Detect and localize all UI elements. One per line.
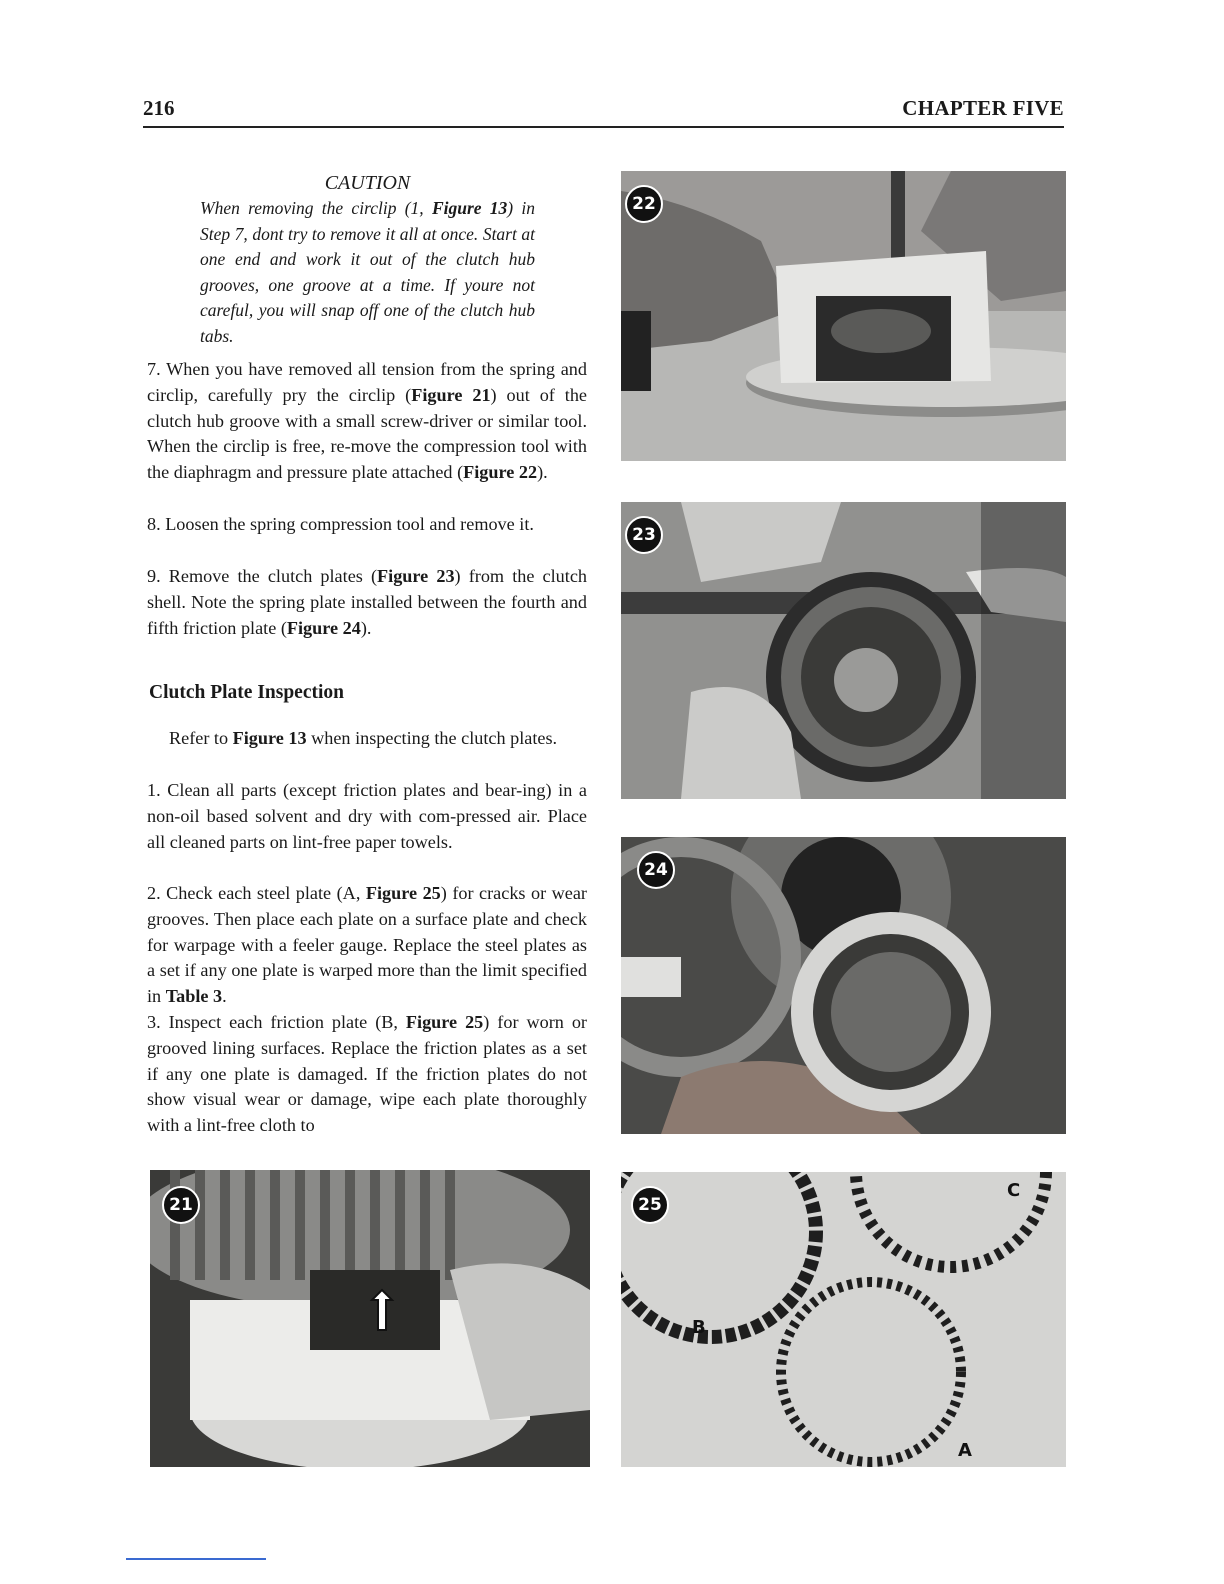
figure-22-photo [621, 171, 1066, 461]
inspection-step-2: 2. Check each steel plate (A, Figure 25) for cracks or wear grooves. Then place each plate on a surface plate and check for warpage with a feeler gauge. Replace the steel plates as a set if any one plate is warped more than the limit specified in Table 3. [147, 883, 587, 1007]
step-9: 9. Remove the clutch plates (Figure 23) from the clutch shell. Note the spring plate installed between the fourth and fifth friction plate (Figure 24). [147, 566, 587, 638]
section-intro: Refer to Figure 13 when inspecting the clutch plates. [169, 728, 558, 748]
step-7: 7. When you have removed all tension from the spring and circlip, carefully pry the circlip (Figure 21) out of the clutch hub groove with a small screw-driver or similar tool. When the circlip is free, re-move the compression tool with the diaphragm and pressure plate attached (Figure 22). [147, 359, 587, 483]
footer-line [126, 1558, 266, 1560]
figure-25-number: 25 [631, 1186, 669, 1224]
figure-ref: Figure 13 [232, 728, 307, 748]
figure-ref: Figure 25 [405, 1012, 484, 1032]
figure-25-photo [621, 1172, 1066, 1467]
table-ref: Table 3 [165, 986, 223, 1007]
figure-ref: Figure 23 [377, 566, 455, 586]
section-heading: Clutch Plate Inspection [149, 682, 344, 703]
figure-25-label-b: B [692, 1317, 706, 1338]
figure-21-number: 21 [162, 1186, 200, 1224]
figure-25-label-c: C [1007, 1180, 1021, 1201]
chapter-title: CHAPTER FIVE [902, 96, 1064, 120]
figure-23-photo [621, 502, 1066, 799]
header-rule [143, 126, 1064, 128]
figure-ref: Figure 22 [463, 462, 538, 483]
caution-body: When removing the circlip (1, Figure 13) in Step 7, dont try to remove it all at once. Start at one end and work it out of the clutch hub grooves, one groove at a time. If youre not careful, you will snap off one of the clutch hub tabs. [200, 198, 535, 346]
inspection-step-3: 3. Inspect each friction plate (B, Figure 25) for worn or grooved lining surfaces. Replace the friction plates as a set if any one plate is damaged. If the friction plates do not show visual wear or damage, wipe each plate thoroughly with a lint-free cloth to [147, 1012, 587, 1136]
figure-ref: Figure 25 [365, 883, 441, 903]
figure-24-number: 24 [637, 851, 675, 889]
figure-23-number: 23 [625, 516, 663, 554]
figure-ref: Figure 21 [411, 384, 491, 405]
figure-ref: Figure 13 [431, 198, 508, 218]
figure-25-label-a: A [958, 1440, 972, 1461]
step-8: 8. Loosen the spring compression tool and remove it. [147, 514, 534, 534]
page-number: 216 [143, 96, 175, 120]
figure-ref: Figure 24 [286, 617, 361, 638]
caution-title: CAUTION [324, 172, 411, 194]
figure-24-photo [621, 837, 1066, 1134]
inspection-step-1: 1. Clean all parts (except friction plates and bear-ing) in a non-oil based solvent and dry with com-pressed air. Place all cleaned parts on lint-free paper towels. [147, 780, 587, 852]
figure-21-photo [150, 1170, 590, 1467]
figure-22-number: 22 [625, 185, 663, 223]
